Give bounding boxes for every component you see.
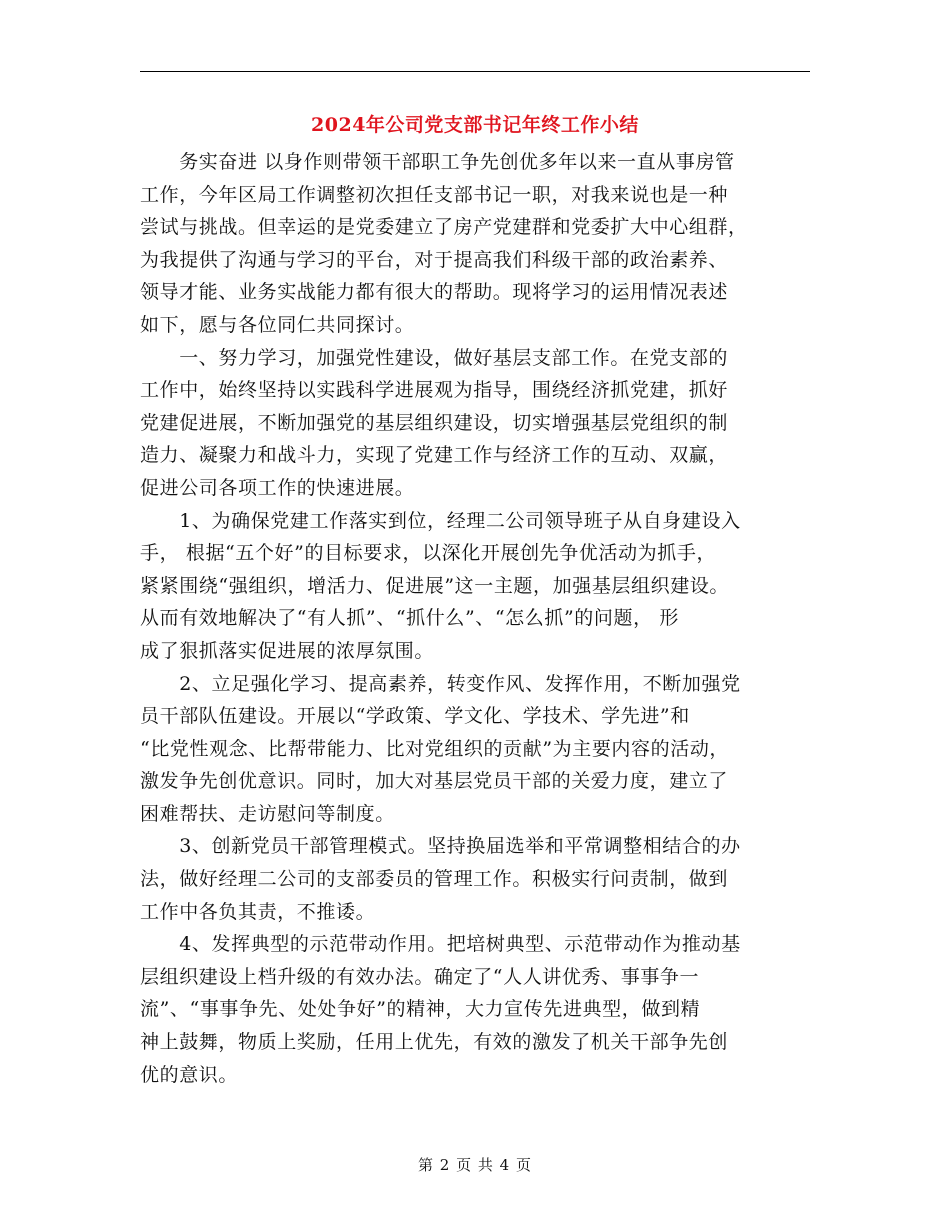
body-line: 层组织建设上档升级的有效办法。确定了“人人讲优秀、事事争一	[140, 965, 700, 988]
body-line: 法，做好经理二公司的支部委员的管理工作。积极实行问责制，做到	[140, 868, 729, 891]
body-line: 神上鼓舞，物质上奖励，任用上优先，有效的激发了机关干部争先创	[140, 1031, 729, 1054]
body-line: 优的意识。	[140, 1063, 239, 1086]
body-line: 党建促进展，不断加强党的基层组织建设，切实增强基层党组织的制	[140, 411, 729, 434]
body-line: 造力、凝聚力和战斗力，实现了党建工作与经济工作的互动、双赢，	[140, 444, 729, 467]
body-line: 激发争先创优意识。同时，加大对基层党员干部的关爱力度，建立了	[140, 770, 729, 793]
body-line: 1、为确保党建工作落实到位，经理二公司领导班子从自身建设入	[140, 509, 741, 532]
body-line: 流”、“事事争先、处处争好”的精神，大力宣传先进典型，做到精	[140, 998, 701, 1021]
body-line: 务实奋进 以身作则带领干部职工争先创优多年以来一直从事房管	[140, 151, 735, 173]
body-line: 员干部队伍建设。开展以“学政策、学文化、学技术、学先进”和	[140, 705, 690, 728]
body-line: 促进公司各项工作的快速进展。	[140, 476, 415, 499]
body-line: 3、创新党员干部管理模式。坚持换届选举和平常调整相结合的办	[140, 835, 741, 858]
body-line: 4、发挥典型的示范带动作用。把培树典型、示范带动作为推动基	[140, 933, 741, 956]
header-rule	[140, 71, 810, 72]
body-line: 如下，愿与各位同仁共同探讨。	[140, 313, 415, 336]
body-line: 尝试与挑战。但幸运的是党委建立了房产党建群和党委扩大中心组群，	[140, 216, 748, 239]
body-line: 工作中各负其责，不推诿。	[140, 900, 376, 923]
document-body	[140, 146, 810, 1091]
body-line: 手， 根据“五个好”的目标要求，以深化开展创先争优活动为抓手，	[140, 542, 717, 565]
document-title: 2024年公司党支部书记年终工作小结	[311, 114, 639, 136]
page-number-footer: 第 2 页 共 4 页	[418, 1156, 532, 1174]
body-line: 为我提供了沟通与学习的平台，对于提高我们科级干部的政治素养、	[140, 248, 729, 271]
body-line: 成了狠抓落实促进展的浓厚氛围。	[140, 639, 435, 662]
body-line: “比党性观念、比帮带能力、比对党组织的贡献”为主要内容的活动，	[140, 737, 730, 760]
body-line: 工作中，始终坚持以实践科学进展观为指导，围绕经济抓党建，抓好	[140, 379, 729, 402]
body-line: 一、努力学习，加强党性建设，做好基层支部工作。在党支部的	[140, 346, 729, 369]
body-line: 紧紧围绕“强组织，增活力、促进展”这一主题，加强基层组织建设。	[140, 574, 730, 597]
body-line: 困难帮扶、走访慰问等制度。	[140, 802, 395, 825]
body-line: 领导才能、业务实战能力都有很大的帮助。现将学习的运用情况表述	[140, 281, 729, 304]
body-line: 2、立足强化学习、提高素养，转变作风、发挥作用，不断加强党	[140, 672, 741, 695]
body-line: 从而有效地解决了“有人抓”、“抓什么”、“怎么抓”的问题， 形	[140, 607, 679, 630]
body-line: 工作，今年区局工作调整初次担任支部书记一职，对我来说也是一种	[140, 183, 729, 206]
